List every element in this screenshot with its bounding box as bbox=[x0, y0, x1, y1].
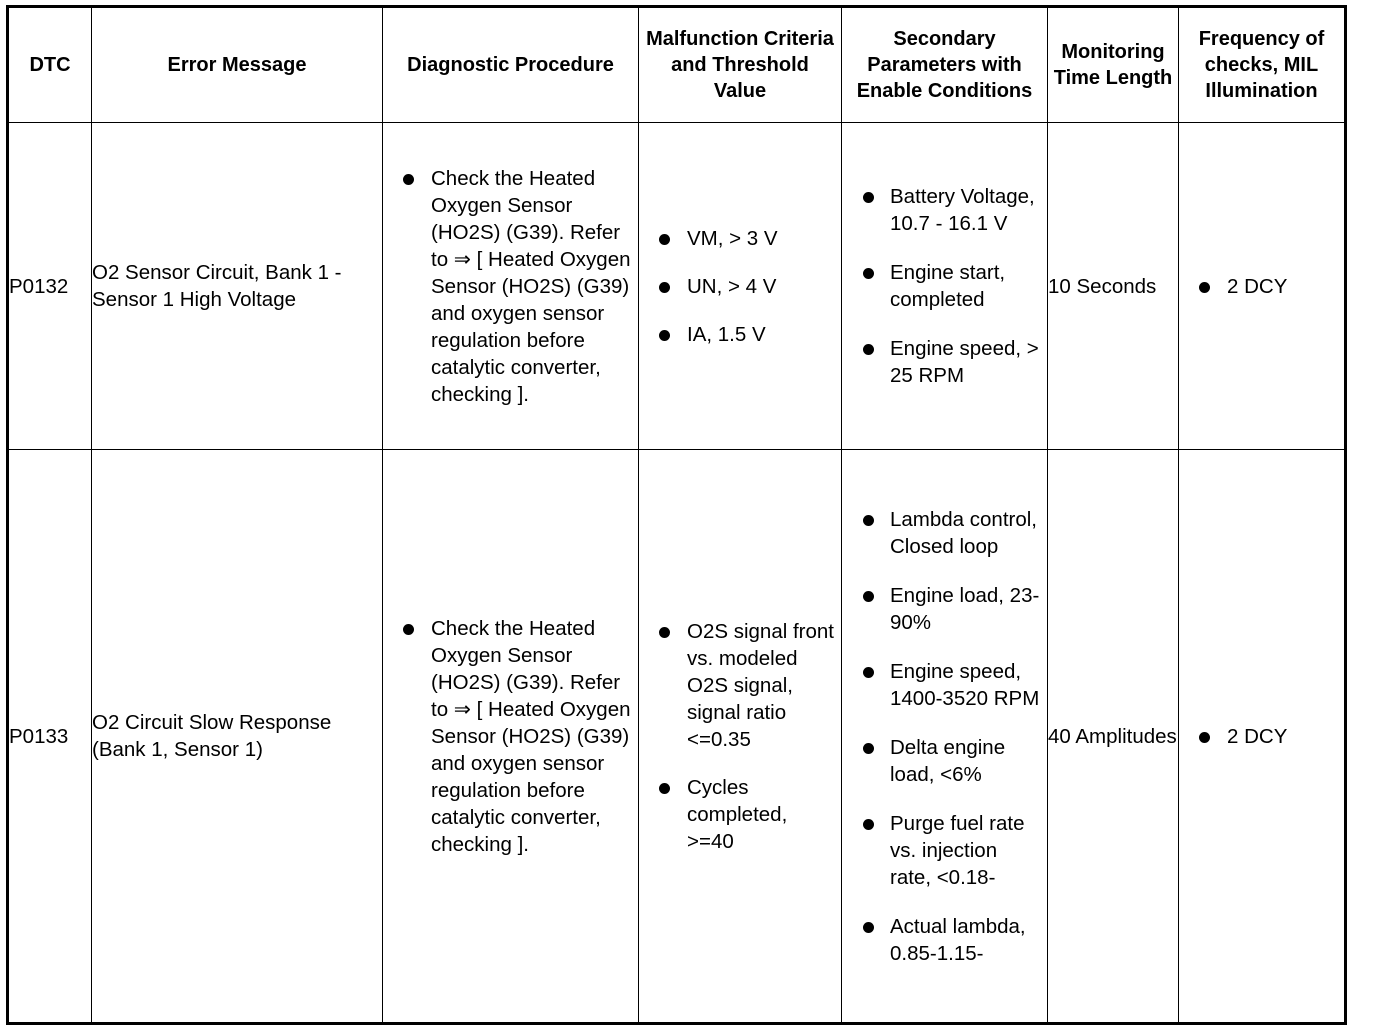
parameter-text: Engine load, 23-90% bbox=[890, 583, 1040, 634]
criteria-text: VM, > 3 V bbox=[687, 226, 778, 250]
list-item bbox=[842, 335, 1047, 389]
list-item bbox=[639, 618, 841, 753]
bullet-icon bbox=[659, 783, 670, 794]
dtc-code: P0133 bbox=[8, 450, 92, 1024]
procedure-text: Check the Heated Oxygen Sensor (HO2S) (G39). Refer to ⇒ [ Heated Oxygen Sensor (HO2S) (G39) and oxygen sensor regulation before catalytic converter, checking ]. bbox=[431, 616, 631, 856]
bullet-icon bbox=[863, 192, 874, 203]
bullet-icon bbox=[863, 922, 874, 933]
malfunction-criteria bbox=[639, 450, 842, 1024]
list-item bbox=[842, 183, 1047, 237]
bullet-icon bbox=[1199, 732, 1210, 743]
criteria-text: IA, 1.5 V bbox=[687, 322, 766, 346]
criteria-text: UN, > 4 V bbox=[687, 274, 777, 298]
dtc-table bbox=[6, 5, 1347, 1025]
monitoring-time: 40 Amplitudes bbox=[1048, 450, 1179, 1024]
secondary-parameters bbox=[842, 450, 1048, 1024]
bullet-icon bbox=[659, 627, 670, 638]
parameter-text: Lambda control, Closed loop bbox=[890, 507, 1038, 558]
frequency-text: 2 DCY bbox=[1227, 724, 1288, 748]
parameter-text: Engine speed, 1400-3520 RPM bbox=[890, 659, 1040, 710]
parameter-text: Delta engine load, <6% bbox=[890, 735, 1006, 786]
secondary-parameters bbox=[842, 123, 1048, 450]
error-message: O2 Circuit Slow Response (Bank 1, Sensor 1) bbox=[92, 450, 383, 1024]
bullet-icon bbox=[403, 624, 414, 635]
bullet-icon bbox=[863, 819, 874, 830]
malfunction-criteria bbox=[639, 123, 842, 450]
monitoring-time: 10 Seconds bbox=[1048, 123, 1179, 450]
list-item bbox=[639, 774, 841, 855]
list-item bbox=[383, 615, 638, 858]
bullet-icon bbox=[659, 282, 670, 293]
error-message: O2 Sensor Circuit, Bank 1 - Sensor 1 High Voltage bbox=[92, 123, 383, 450]
criteria-text: O2S signal front vs. modeled O2S signal, signal ratio <=0.35 bbox=[687, 619, 834, 751]
header-frequency: Frequency of checks, MIL Illumination bbox=[1179, 7, 1346, 123]
list-item bbox=[1179, 723, 1344, 750]
header-secondary-parameters: Secondary Parameters with Enable Conditions bbox=[842, 7, 1048, 123]
list-item bbox=[842, 810, 1047, 891]
parameter-text: Purge fuel rate vs. injection rate, <0.18- bbox=[890, 811, 1025, 889]
list-item bbox=[842, 913, 1047, 967]
criteria-text: Cycles completed, >=40 bbox=[687, 775, 788, 853]
header-row bbox=[8, 7, 1346, 123]
frequency bbox=[1179, 123, 1346, 450]
list-item bbox=[842, 582, 1047, 636]
diagnostic-procedure bbox=[383, 450, 639, 1024]
bullet-icon bbox=[863, 667, 874, 678]
dtc-code: P0132 bbox=[8, 123, 92, 450]
bullet-icon bbox=[659, 330, 670, 341]
table-row bbox=[8, 450, 1346, 1024]
header-diagnostic-procedure: Diagnostic Procedure bbox=[383, 7, 639, 123]
list-item bbox=[1179, 273, 1344, 300]
bullet-icon bbox=[863, 515, 874, 526]
list-item bbox=[842, 734, 1047, 788]
bullet-icon bbox=[403, 174, 414, 185]
bullet-icon bbox=[863, 344, 874, 355]
list-item bbox=[639, 273, 841, 300]
header-malfunction-criteria: Malfunction Criteria and Threshold Value bbox=[639, 7, 842, 123]
parameter-text: Actual lambda, 0.85-1.15- bbox=[890, 914, 1026, 965]
list-item bbox=[639, 321, 841, 348]
header-monitoring-time: Monitoring Time Length bbox=[1048, 7, 1179, 123]
header-dtc: DTC bbox=[8, 7, 92, 123]
procedure-text: Check the Heated Oxygen Sensor (HO2S) (G39). Refer to ⇒ [ Heated Oxygen Sensor (HO2S) (G39) and oxygen sensor regulation before catalytic converter, checking ]. bbox=[431, 166, 631, 406]
bullet-icon bbox=[659, 234, 670, 245]
list-item bbox=[842, 506, 1047, 560]
bullet-icon bbox=[863, 268, 874, 279]
bullet-icon bbox=[863, 743, 874, 754]
table-row bbox=[8, 123, 1346, 450]
frequency-text: 2 DCY bbox=[1227, 274, 1288, 298]
list-item bbox=[383, 165, 638, 408]
parameter-text: Battery Voltage, 10.7 - 16.1 V bbox=[890, 185, 1035, 236]
parameter-text: Engine speed, > 25 RPM bbox=[890, 337, 1039, 388]
list-item bbox=[842, 658, 1047, 712]
list-item bbox=[639, 225, 841, 252]
parameter-text: Engine start, completed bbox=[890, 261, 1006, 312]
header-error-message: Error Message bbox=[92, 7, 383, 123]
diagnostic-procedure bbox=[383, 123, 639, 450]
frequency bbox=[1179, 450, 1346, 1024]
bullet-icon bbox=[863, 591, 874, 602]
bullet-icon bbox=[1199, 282, 1210, 293]
list-item bbox=[842, 259, 1047, 313]
